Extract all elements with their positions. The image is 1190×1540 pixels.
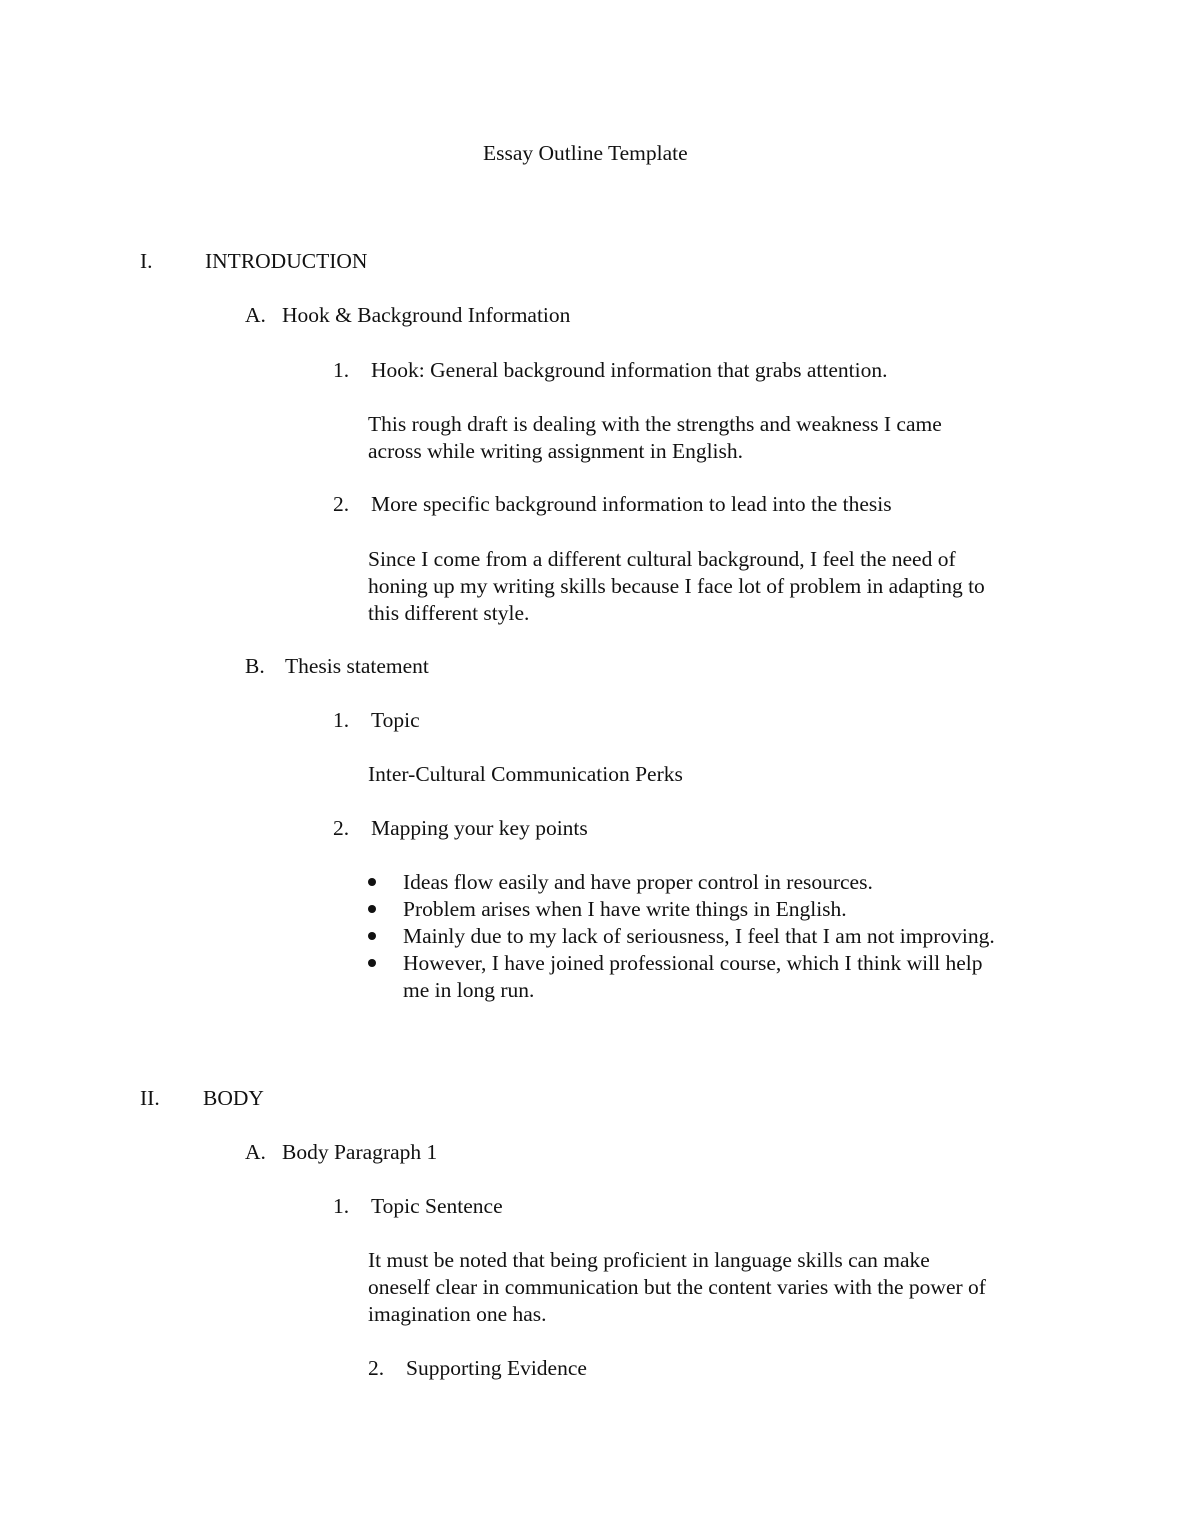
bullet-text: Mainly due to my lack of seriousness, I feel that I am not improving.	[403, 924, 995, 948]
item-number: 2.	[333, 816, 350, 840]
subsection-label: Body Paragraph 1	[282, 1140, 438, 1164]
section-numeral-intro: I.	[140, 249, 153, 273]
paragraph-line: This rough draft is dealing with the strengths and weakness I came	[368, 412, 942, 436]
subsection-letter: A.	[245, 1140, 266, 1164]
bullet-text: Ideas flow easily and have proper control in resources.	[403, 870, 873, 894]
item-number: 1.	[333, 708, 350, 732]
item-label: Topic Sentence	[371, 1194, 503, 1218]
item-number: 1.	[333, 358, 350, 382]
bullet-icon	[368, 959, 376, 967]
subsection-letter: A.	[245, 303, 266, 327]
bullet-text: However, I have joined professional course, which I think will help	[403, 951, 983, 975]
item-label: More specific background information to lead into the thesis	[371, 492, 892, 516]
paragraph-line: Inter-Cultural Communication Perks	[368, 762, 683, 786]
bullet-text: Problem arises when I have write things in English.	[403, 897, 847, 921]
bullet-text-continuation: me in long run.	[403, 978, 535, 1002]
paragraph-line: imagination one has.	[368, 1302, 547, 1326]
item-number: 1.	[333, 1194, 350, 1218]
bullet-icon	[368, 878, 376, 886]
item-label: Hook: General background information that grabs attention.	[371, 358, 888, 382]
bullet-icon	[368, 905, 376, 913]
section-numeral-body: II.	[140, 1086, 160, 1110]
bullet-icon	[368, 932, 376, 940]
item-number: 2.	[333, 492, 350, 516]
paragraph-line: honing up my writing skills because I face lot of problem in adapting to	[368, 574, 985, 598]
section-heading-body: BODY	[203, 1086, 264, 1110]
paragraph-line: It must be noted that being proficient in language skills can make	[368, 1248, 930, 1272]
item-label: Topic	[371, 708, 420, 732]
item-label: Mapping your key points	[371, 816, 588, 840]
paragraph-line: across while writing assignment in English.	[368, 439, 744, 463]
item-number: 2.	[368, 1356, 385, 1380]
subsection-label: Thesis statement	[285, 654, 429, 678]
paragraph-line: oneself clear in communication but the content varies with the power of	[368, 1275, 986, 1299]
document-title: Essay Outline Template	[483, 141, 688, 165]
paragraph-line: Since I come from a different cultural background, I feel the need of	[368, 547, 956, 571]
subsection-label: Hook & Background Information	[282, 303, 571, 327]
section-heading-intro: INTRODUCTION	[205, 249, 368, 273]
paragraph-line: this different style.	[368, 601, 530, 625]
item-label: Supporting Evidence	[406, 1356, 587, 1380]
subsection-letter: B.	[245, 654, 265, 678]
